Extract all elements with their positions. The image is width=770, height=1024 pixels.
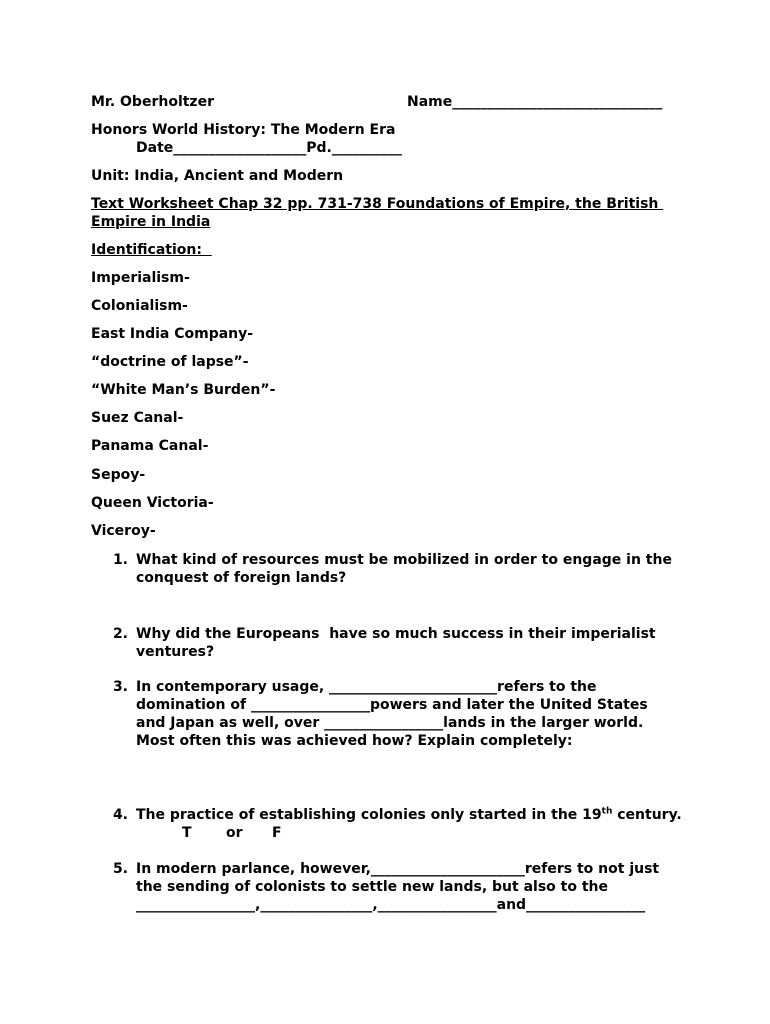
teacher-name: Mr. Oberholtzer xyxy=(91,94,214,110)
course-title: Honors World History: The Modern Era xyxy=(91,122,396,138)
term-item: Queen Victoria- xyxy=(91,495,214,511)
question-3-line4: Most often this was achieved how? Explain completely: xyxy=(136,733,573,749)
question-number: 2. xyxy=(112,626,128,642)
worksheet-title-line1: Text Worksheet Chap 32 pp. 731-738 Foundations of Empire, the British xyxy=(91,196,664,212)
question-1-line1: What kind of resources must be mobilized in order to engage in the xyxy=(136,552,672,568)
or-label: or xyxy=(226,825,243,841)
question-1-line2: conquest of foreign lands? xyxy=(136,570,347,586)
question-5-line2: the sending of colonists to settle new lands, but also to the xyxy=(136,879,608,895)
term-item: Imperialism- xyxy=(91,270,190,286)
superscript-th: th xyxy=(601,806,613,817)
question-number: 1. xyxy=(112,552,128,568)
question-number: 5. xyxy=(112,861,128,877)
question-4-text-end: century. xyxy=(612,807,682,823)
term-item: Colonialism- xyxy=(91,298,188,314)
term-item: Sepoy- xyxy=(91,467,146,483)
question-3-line2: domination of _________________powers and later the United States xyxy=(136,697,648,713)
identification-heading: Identification: xyxy=(91,242,212,258)
false-option[interactable]: F xyxy=(272,825,282,841)
question-4-text: The practice of establishing colonies only started in the 19 xyxy=(136,807,602,823)
date-period-field[interactable]: Date___________________Pd.__________ xyxy=(136,140,402,156)
question-number: 4. xyxy=(112,807,128,823)
term-item: Suez Canal- xyxy=(91,410,184,426)
term-item: Viceroy- xyxy=(91,523,156,539)
question-3-line1: In contemporary usage, ________________________refers to the xyxy=(136,679,597,695)
term-item: “White Man’s Burden”- xyxy=(91,382,276,398)
student-name-field[interactable]: Name______________________________ xyxy=(407,94,663,110)
true-option[interactable]: T xyxy=(182,825,192,841)
question-5-line1: In modern parlance, however,______________________refers to not just xyxy=(136,861,660,877)
question-5-line3: _________________,________________,_________________and_________________ xyxy=(136,897,646,913)
term-item: “doctrine of lapse”- xyxy=(91,354,249,370)
question-2-line1: Why did the Europeans have so much success in their imperialist xyxy=(136,626,656,642)
question-number: 3. xyxy=(112,679,128,695)
worksheet-title-line2: Empire in India xyxy=(91,214,211,230)
term-item: Panama Canal- xyxy=(91,438,209,454)
term-item: East India Company- xyxy=(91,326,254,342)
unit-title: Unit: India, Ancient and Modern xyxy=(91,168,344,184)
question-4-line1 xyxy=(136,806,682,824)
question-2-line2: ventures? xyxy=(136,644,215,660)
question-3-line3: and Japan as well, over _________________lands in the larger world. xyxy=(136,715,644,731)
